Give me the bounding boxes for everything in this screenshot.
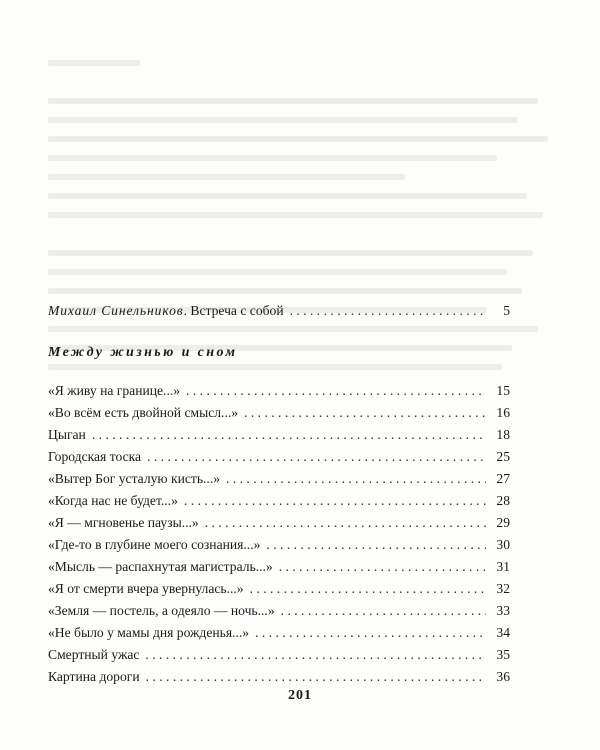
table-of-contents — [48, 300, 510, 688]
toc-entry — [48, 402, 510, 424]
toc-entry — [48, 534, 510, 556]
toc-entry-title: «Земля — постель, а одеяло — ночь...» — [48, 603, 275, 618]
toc-page-number: 16 — [496, 405, 510, 420]
toc-entry-title: Картина дороги — [48, 669, 140, 684]
toc-entry — [48, 600, 510, 622]
toc-page-number: 36 — [496, 669, 510, 684]
dot-leader — [92, 424, 486, 446]
toc-entry-title: Цыган — [48, 427, 86, 442]
dot-leader — [279, 556, 486, 578]
toc-page-number: 29 — [496, 515, 510, 530]
dot-leader — [226, 468, 486, 490]
section-title: Между жизнью и сном — [48, 345, 238, 360]
toc-entry-title: «Во всём есть двойной смысл...» — [48, 405, 239, 420]
dot-leader — [145, 644, 486, 666]
toc-entry-title: Смертный ужас — [48, 647, 140, 662]
toc-entry — [48, 556, 510, 578]
toc-entry — [48, 644, 510, 666]
toc-page-number: 15 — [496, 383, 510, 398]
toc-entry — [48, 446, 510, 468]
dot-leader — [250, 578, 486, 600]
toc-entry — [48, 490, 510, 512]
toc-entry-list — [48, 380, 510, 688]
toc-entry-title: «Я от смерти вчера увернулась...» — [48, 581, 244, 596]
dot-leader — [146, 666, 486, 688]
toc-entry — [48, 468, 510, 490]
dot-leader — [266, 534, 486, 556]
toc-entry — [48, 622, 510, 644]
dot-leader — [244, 402, 486, 424]
dot-leader — [184, 490, 486, 512]
page-number-folio: 201 — [288, 688, 312, 703]
toc-page-number: 28 — [496, 493, 510, 508]
toc-author-name: Михаил Синельников — [48, 303, 184, 318]
toc-page-number: 27 — [496, 471, 510, 486]
toc-entry — [48, 380, 510, 402]
toc-work-title: . Встреча с собой — [183, 303, 284, 318]
toc-entry-title: «Где-то в глубине моего сознания...» — [48, 537, 261, 552]
toc-entry-title: «Когда нас не будет...» — [48, 493, 178, 508]
toc-entry-title: «Мысль — распахнутая магистраль...» — [48, 559, 273, 574]
toc-entry-title: «Вытер Бог усталую кисть...» — [48, 471, 221, 486]
dot-leader — [290, 300, 486, 322]
toc-page-number: 32 — [496, 581, 510, 596]
toc-page-number: 5 — [503, 303, 510, 318]
dot-leader — [255, 622, 486, 644]
toc-entry-title: «Я живу на границе...» — [48, 383, 181, 398]
toc-entry-title: «Не было у мамы дня рожденья...» — [48, 625, 250, 640]
toc-page-number: 35 — [496, 647, 510, 662]
dot-leader — [186, 380, 486, 402]
toc-entry — [48, 424, 510, 446]
toc-entry-title — [48, 300, 284, 322]
toc-entry — [48, 578, 510, 600]
dot-leader — [281, 600, 486, 622]
dot-leader — [205, 512, 486, 534]
toc-page-number: 33 — [496, 603, 510, 618]
toc-entry-title: «Я — мгновенье паузы...» — [48, 515, 199, 530]
toc-page-number: 30 — [496, 537, 510, 552]
toc-page-number: 34 — [496, 625, 510, 640]
toc-page-number: 18 — [496, 427, 510, 442]
dot-leader — [147, 446, 486, 468]
toc-entry — [48, 512, 510, 534]
toc-entry-author — [48, 300, 510, 322]
toc-page-number: 25 — [496, 449, 510, 464]
toc-entry-title: Городская тоска — [48, 449, 142, 464]
toc-page-number: 31 — [496, 559, 510, 574]
toc-entry — [48, 666, 510, 688]
